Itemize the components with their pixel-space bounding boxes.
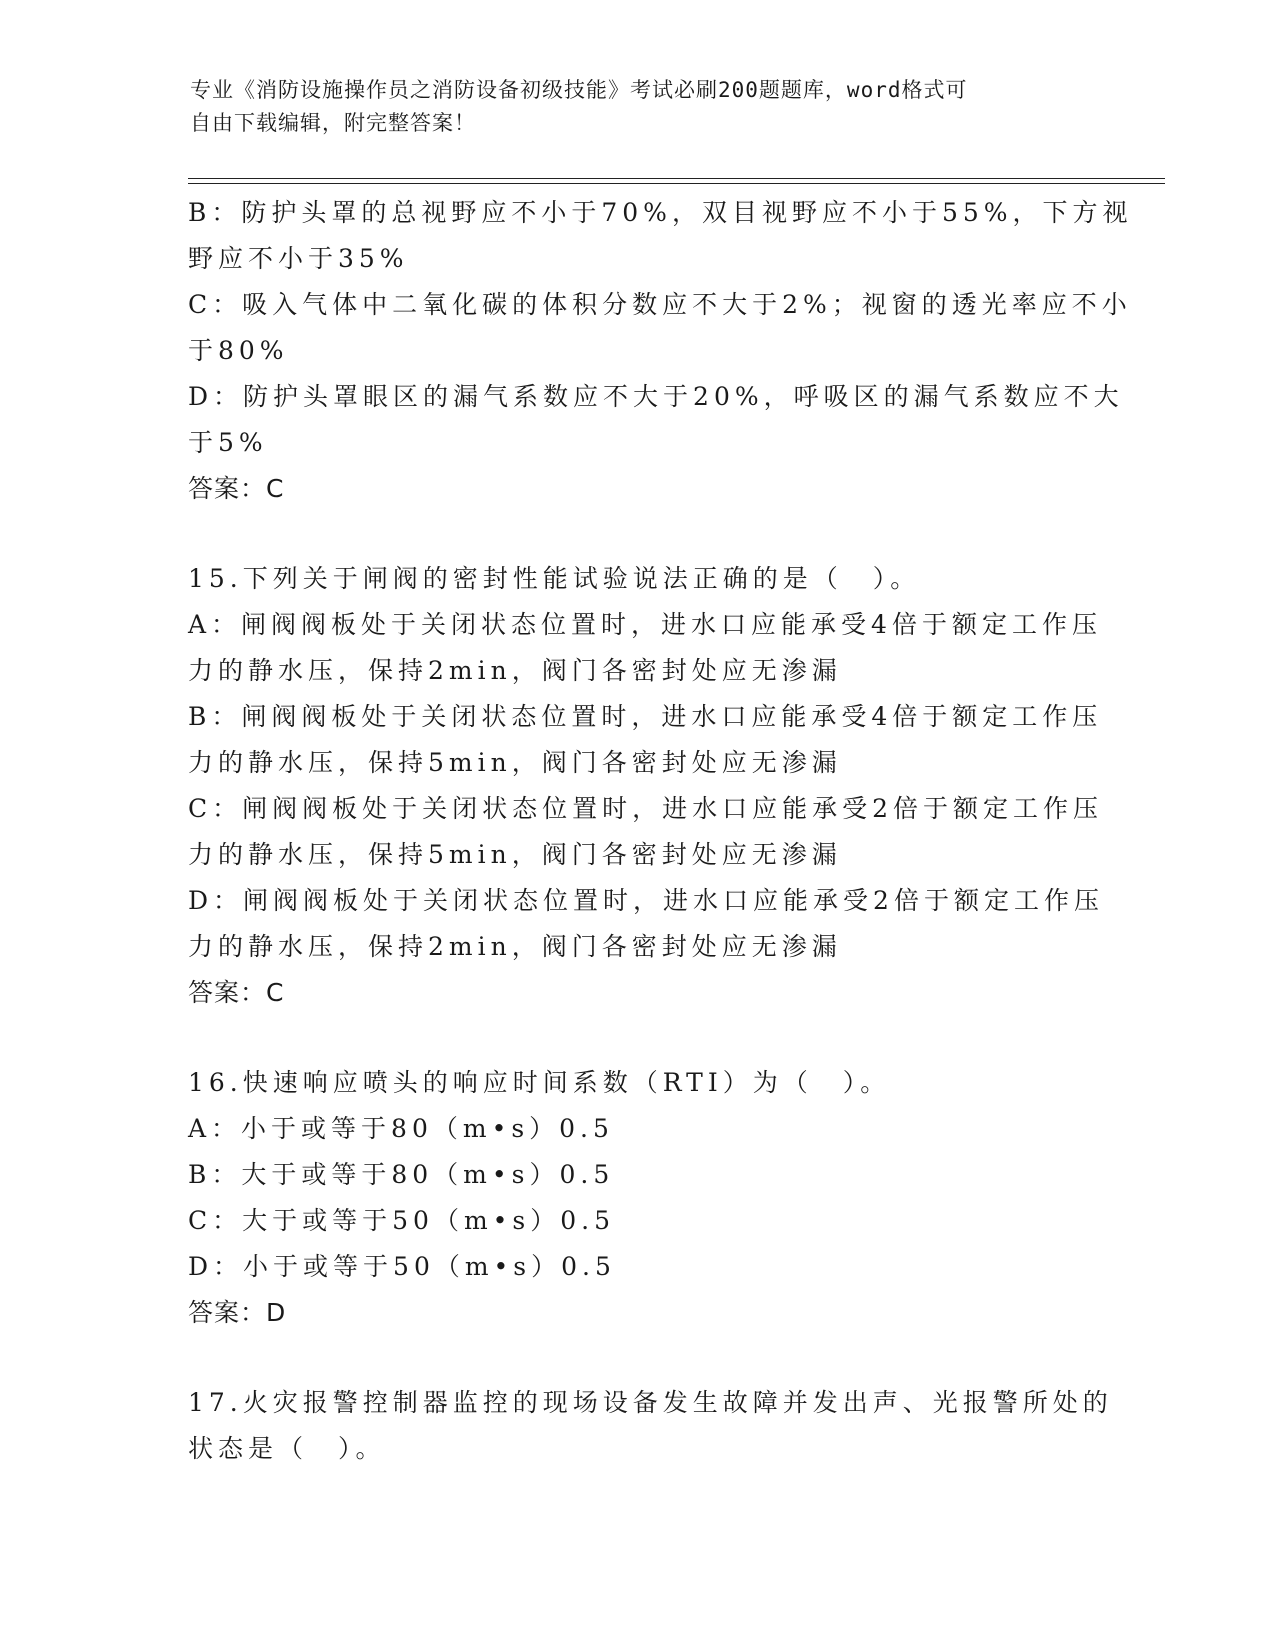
document-header — [190, 74, 1070, 140]
question-14-block — [188, 190, 1133, 512]
q15-option-b-line-1: B：闸阀阀板处于关闭状态位置时，进水口应能承受4倍于额定工作压 — [188, 702, 1103, 731]
q14-option-c-line-1: C：吸入气体中二氧化碳的体积分数应不大于2%；视窗的透光率应不小 — [188, 290, 1132, 319]
q17-question-line-2: 状态是（ ）。 — [188, 1434, 386, 1463]
q15-option-c-line-1: C：闸阀阀板处于关闭状态位置时，进水口应能承受2倍于额定工作压 — [188, 794, 1104, 823]
q14-option-b-line-1: B：防护头罩的总视野应不小于70%，双目视野应不小于55%，下方视 — [188, 198, 1133, 227]
q15-option-b-line-2: 力的静水压，保持5min，阀门各密封处应无渗漏 — [188, 748, 842, 777]
q14-option-b-line-2: 野应不小于35% — [188, 244, 409, 273]
q16-option-d: D：小于或等于50（m•s）0.5 — [188, 1252, 616, 1281]
q16-answer: 答案：D — [188, 1298, 287, 1327]
q15-option-c-line-2: 力的静水压，保持5min，阀门各密封处应无渗漏 — [188, 840, 842, 869]
spacer — [188, 1016, 1088, 1060]
q15-option-d-line-2: 力的静水压，保持2min，阀门各密封处应无渗漏 — [188, 932, 842, 961]
spacer — [188, 512, 1088, 556]
header-line-2: 自由下载编辑，附完整答案！ — [190, 111, 476, 135]
document-body — [188, 190, 1133, 1472]
spacer — [188, 1336, 1088, 1380]
question-15-block — [188, 556, 1104, 1016]
question-17-block — [188, 1380, 1113, 1472]
question-16-block — [188, 1060, 1088, 1336]
q14-answer: 答案：C — [188, 474, 285, 503]
q14-option-c-line-2: 于80% — [188, 336, 289, 365]
q16-option-b: B：大于或等于80（m•s）0.5 — [188, 1160, 615, 1189]
q15-option-a-line-2: 力的静水压，保持2min，阀门各密封处应无渗漏 — [188, 656, 842, 685]
q16-question: 16.快速响应喷头的响应时间系数（RTI）为（ ）。 — [188, 1068, 891, 1097]
q14-option-d-line-2: 于5% — [188, 428, 268, 457]
q17-question-line-1: 17.火灾报警控制器监控的现场设备发生故障并发出声、光报警所处的 — [188, 1388, 1113, 1417]
header-line-1: 专业《消防设施操作员之消防设备初级技能》考试必刷200题题库，word格式可 — [190, 78, 968, 102]
header-divider-top — [188, 178, 1165, 179]
q15-option-d-line-1: D：闸阀阀板处于关闭状态位置时，进水口应能承受2倍于额定工作压 — [188, 886, 1104, 915]
header-divider-bottom — [188, 183, 1165, 184]
q15-question: 15.下列关于闸阀的密封性能试验说法正确的是（ ）。 — [188, 564, 921, 593]
q15-option-a-line-1: A：闸阀阀板处于关闭状态位置时，进水口应能承受4倍于额定工作压 — [188, 610, 1102, 639]
q14-option-d-line-1: D：防护头罩眼区的漏气系数应不大于20%，呼吸区的漏气系数应不大 — [188, 382, 1124, 411]
q16-option-c: C：大于或等于50（m•s）0.5 — [188, 1206, 615, 1235]
q15-answer: 答案：C — [188, 978, 285, 1007]
q16-option-a: A：小于或等于80（m•s）0.5 — [188, 1114, 614, 1143]
